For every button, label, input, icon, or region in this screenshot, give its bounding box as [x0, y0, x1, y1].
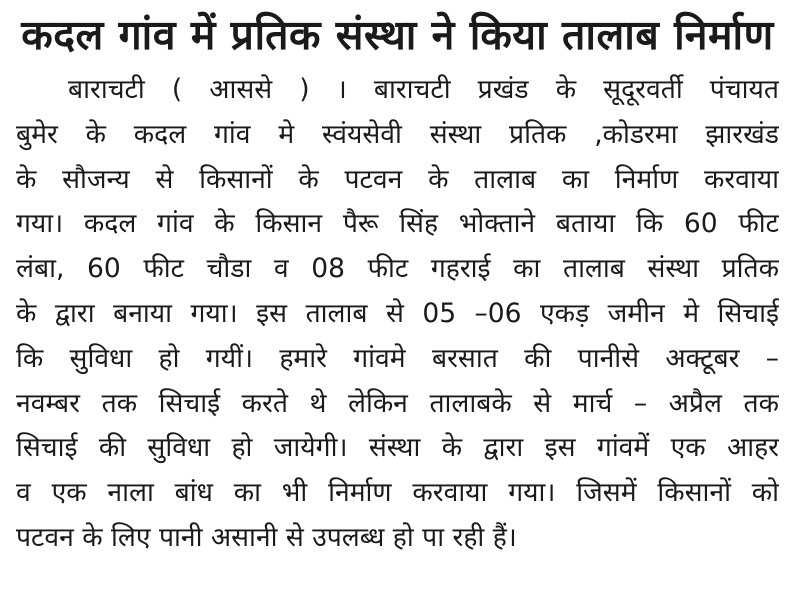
- article-line: के द्वारा बनाया गया। इस तालाब से 05 –06 एकड़ जमीन मे सिचाई: [16, 297, 779, 329]
- article-line: के सौजन्य से किसानों के पटवन के तालाब का निर्माण करवाया: [16, 163, 779, 195]
- article-body: [16, 68, 779, 561]
- article-line: व एक नाला बांध का भी निर्माण करवाया गया। जिसमें किसानों को: [16, 477, 779, 509]
- article-line: गया। कदल गांव के किसान पैरू सिंह भोक्ताने बताया कि 60 फीट: [16, 208, 779, 240]
- article-line: सिचाई की सुविधा हो जायेगी। संस्था के द्वारा इस गांवमें एक आहर: [16, 432, 779, 464]
- article-line: पटवन के लिए पानी असानी से उपलब्ध हो पा रही हैं।: [16, 521, 517, 553]
- article-line: लंबा, 60 फीट चौडा व 08 फीट गहराई का तालाब संस्था प्रतिक: [16, 253, 779, 285]
- headline: कदल गांव में प्रतिक संस्था ने किया तालाब निर्माण: [21, 11, 774, 59]
- article-line: नवम्बर तक सिचाई करते थे लेकिन तालाबके से मार्च – अप्रैल तक: [16, 387, 779, 419]
- article-line: कि सुविधा हो गयीं। हमारे गांवमे बरसात की पानीसे अक्टूबर –: [16, 342, 779, 374]
- article-line: बुमेर के कदल गांव मे स्वंयसेवी संस्था प्रतिक ,कोडरमा झारखंड: [16, 118, 779, 150]
- article-line: बाराचटी ( आससे ) । बाराचटी प्रखंड के सूदूरवर्ती पंचायत: [68, 74, 779, 105]
